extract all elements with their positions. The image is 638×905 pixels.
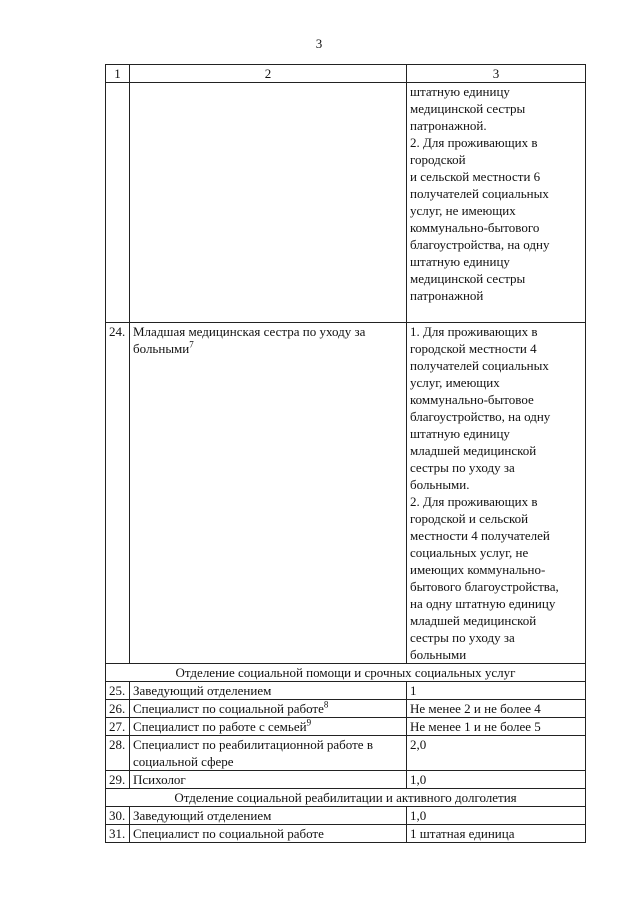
continuation-name-cell bbox=[130, 83, 407, 323]
table-row-24 bbox=[106, 323, 586, 664]
footnote-mark: 8 bbox=[323, 699, 329, 710]
table-row-31 bbox=[106, 825, 586, 843]
row-num: 29. bbox=[106, 771, 130, 789]
header-col-1: 1 bbox=[106, 65, 130, 83]
position-name bbox=[130, 700, 407, 718]
row-num: 27. bbox=[106, 718, 130, 736]
table-row-29 bbox=[106, 771, 586, 789]
position-name-text: Младшая медицинская сестра по уходу за больными bbox=[133, 324, 366, 356]
staffing-norm: 1,0 bbox=[407, 771, 586, 789]
table-row-28 bbox=[106, 736, 586, 771]
continuation-norm: штатную единицу медицинской сестры патронажной. 2. Для проживающих в городской и сельской местности 6 получателей социальных услуг, не имеющих коммунально-бытового благоустройства, на одну штатную единицу медицинской сестры патронажной bbox=[407, 83, 586, 323]
staffing-norm: Не менее 2 и не более 4 bbox=[407, 700, 586, 718]
position-name: Специалист по реабилитационной работе в социальной сфере bbox=[130, 736, 407, 771]
table-row-26 bbox=[106, 700, 586, 718]
page-number: 3 bbox=[315, 36, 323, 51]
staffing-norm: 1,0 bbox=[407, 807, 586, 825]
header-col-3: 3 bbox=[407, 65, 586, 83]
section-title: Отделение социальной помощи и срочных социальных услуг bbox=[106, 664, 586, 682]
table-row-25 bbox=[106, 682, 586, 700]
section-title: Отделение социальной реабилитации и активного долголетия bbox=[106, 789, 586, 807]
footnote-mark: 7 bbox=[189, 339, 194, 350]
position-name-text: Специалист по социальной работе bbox=[133, 701, 324, 716]
row-num: 26. bbox=[106, 700, 130, 718]
staffing-norm: 1. Для проживающих в городской местности 4 получателей социальных услуг, имеющих коммунально-бытовое благоустройство, на одну штатную единицу младшей медицинской сестры по уходу за больными. 2. Для проживающих в городской и сельской местности 4 получателей социальных услуг, не имеющих коммунально- бытового благоустройства, на одну штатную единицу младшей медицинской сестры по уходу за больными bbox=[407, 323, 586, 664]
row-num: 24. bbox=[106, 323, 130, 664]
header-row bbox=[106, 65, 586, 83]
header-col-2: 2 bbox=[130, 65, 407, 83]
row-num: 30. bbox=[106, 807, 130, 825]
staffing-norm: 1 штатная единица bbox=[407, 825, 586, 843]
position-name: Заведующий отделением bbox=[130, 682, 407, 700]
continuation-row bbox=[106, 83, 586, 323]
footnote-mark: 9 bbox=[306, 717, 312, 728]
position-name-text: Специалист по работе с семьей bbox=[133, 719, 307, 734]
position-name: Заведующий отделением bbox=[130, 807, 407, 825]
staffing-norm: 1 bbox=[407, 682, 586, 700]
row-num: 31. bbox=[106, 825, 130, 843]
position-name: Специалист по социальной работе bbox=[130, 825, 407, 843]
row-num: 28. bbox=[106, 736, 130, 771]
staffing-norm: 2,0 bbox=[407, 736, 586, 771]
position-name bbox=[130, 718, 407, 736]
table-row-30 bbox=[106, 807, 586, 825]
section-row bbox=[106, 664, 586, 682]
position-name: Психолог bbox=[130, 771, 407, 789]
staffing-norm: Не менее 1 и не более 5 bbox=[407, 718, 586, 736]
table-row-27 bbox=[106, 718, 586, 736]
section-row bbox=[106, 789, 586, 807]
continuation-num-cell bbox=[106, 83, 130, 323]
position-name bbox=[130, 323, 407, 664]
staffing-table bbox=[105, 64, 586, 843]
row-num: 25. bbox=[106, 682, 130, 700]
